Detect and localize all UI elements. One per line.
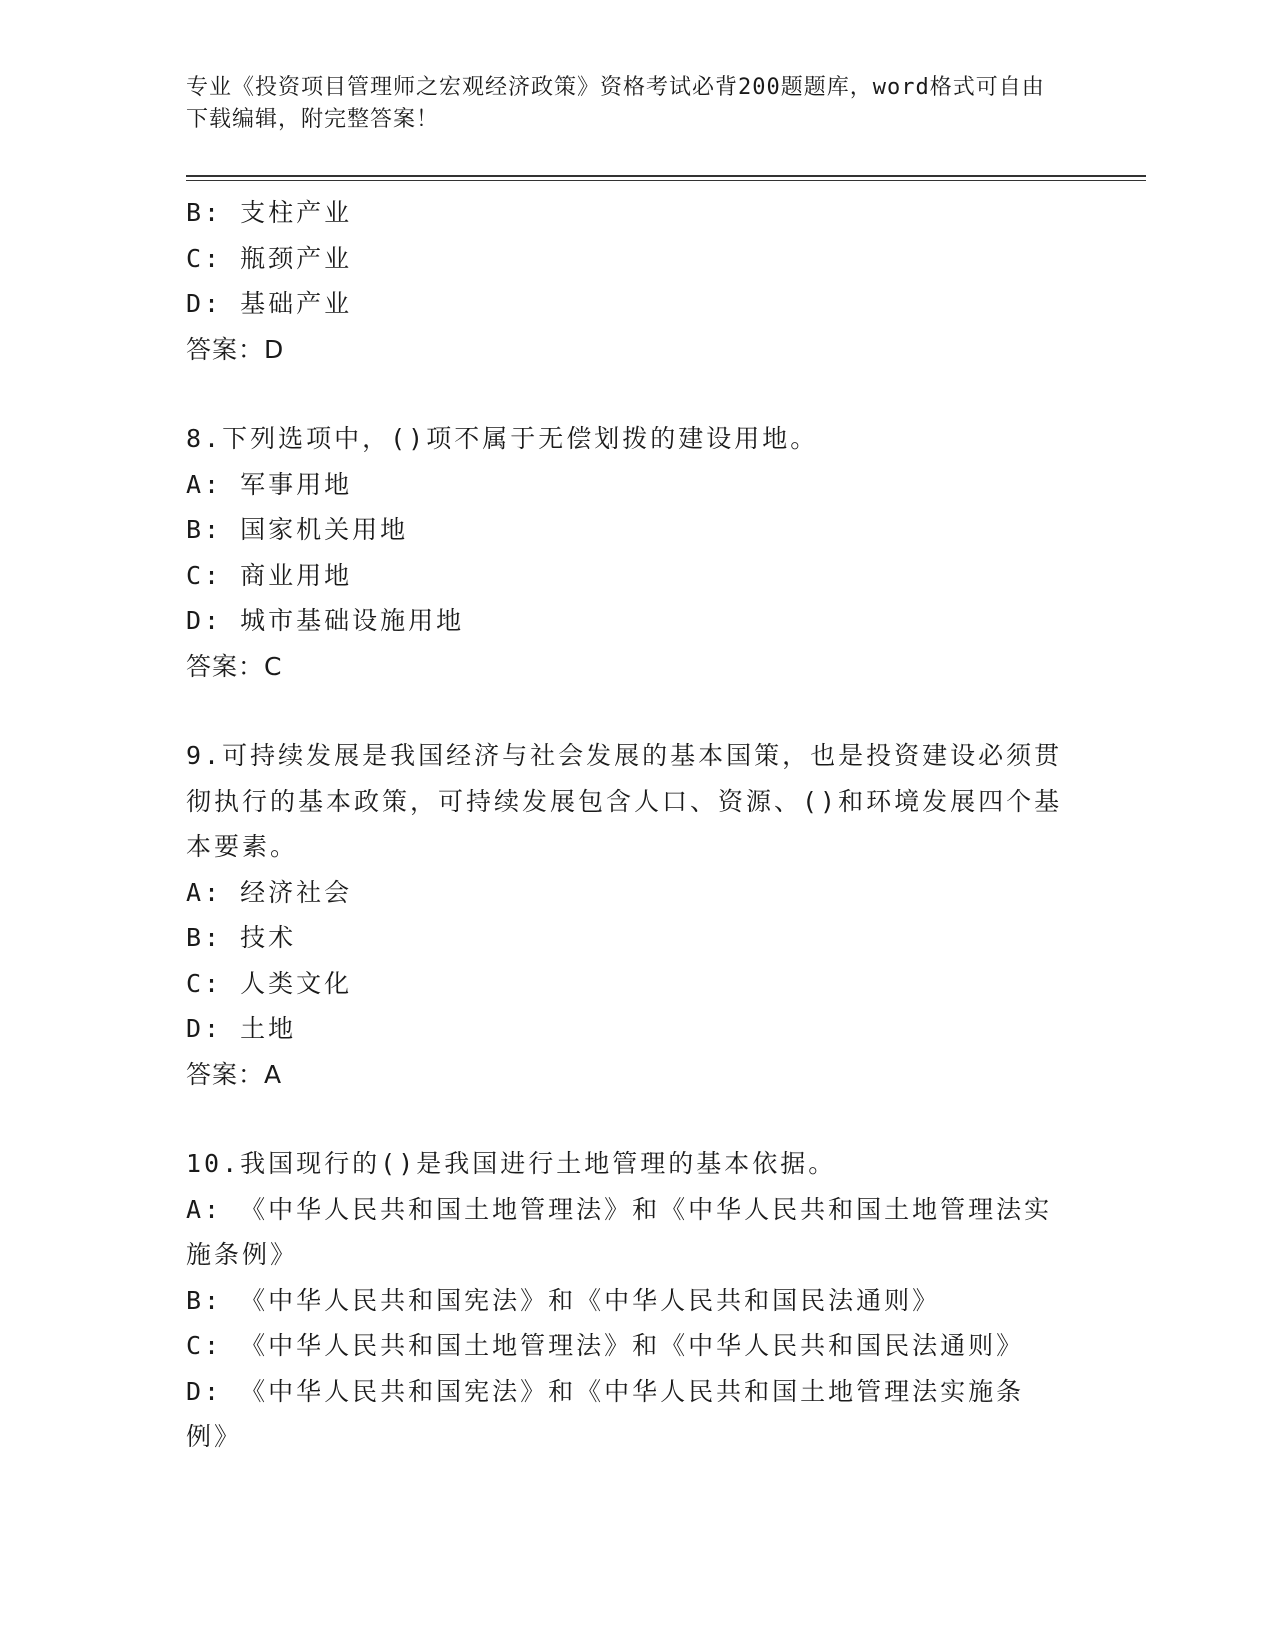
question-9 bbox=[186, 733, 1066, 1097]
option-a: A: 军事用地 bbox=[186, 469, 353, 499]
option-c: C: 商业用地 bbox=[186, 560, 353, 590]
spacer bbox=[186, 689, 1066, 733]
answer-line: 答案：A bbox=[186, 1059, 283, 1089]
question-stem: 10.我国现行的()是我国进行土地管理的基本依据。 bbox=[186, 1149, 837, 1178]
page-header: 专业《投资项目管理师之宏观经济政策》资格考试必背200题题库，word格式可自由下载编辑，附完整答案！ bbox=[186, 75, 1045, 132]
option-a: A: 经济社会 bbox=[186, 877, 353, 907]
option-c: C: 《中华人民共和国土地管理法》和《中华人民共和国民法通则》 bbox=[186, 1331, 1025, 1360]
option-d: D: 基础产业 bbox=[186, 289, 353, 318]
option-b: B: 国家机关用地 bbox=[186, 515, 409, 544]
option-a: A: 《中华人民共和国土地管理法》和《中华人民共和国土地管理法实施条例》 bbox=[186, 1194, 1053, 1269]
answer-line: 答案：C bbox=[186, 651, 283, 681]
option-b: B: 技术 bbox=[186, 923, 297, 952]
option-d: D: 城市基础设施用地 bbox=[186, 606, 465, 635]
answer-line: 答案：D bbox=[186, 334, 285, 364]
option-d: D: 《中华人民共和国宪法》和《中华人民共和国土地管理法实施条例》 bbox=[186, 1376, 1025, 1451]
header-divider bbox=[186, 175, 1146, 181]
option-b: B: 《中华人民共和国宪法》和《中华人民共和国民法通则》 bbox=[186, 1285, 941, 1315]
question-10 bbox=[186, 1141, 1066, 1460]
spacer bbox=[186, 1097, 1066, 1141]
option-d: D: 土地 bbox=[186, 1014, 297, 1043]
question-continuation bbox=[186, 190, 1066, 372]
question-list bbox=[186, 190, 1066, 1460]
question-stem: 9.可持续发展是我国经济与社会发展的基本国策，也是投资建设必须贯彻执行的基本政策，可持续发展包含人口、资源、()和环境发展四个基本要素。 bbox=[186, 741, 1063, 861]
spacer bbox=[186, 372, 1066, 416]
question-stem: 8.下列选项中，()项不属于无偿划拨的建设用地。 bbox=[186, 424, 819, 453]
option-c: C: 人类文化 bbox=[186, 968, 353, 998]
option-c: C: 瓶颈产业 bbox=[186, 243, 353, 273]
option-b: B: 支柱产业 bbox=[186, 198, 353, 227]
question-8 bbox=[186, 416, 1066, 689]
